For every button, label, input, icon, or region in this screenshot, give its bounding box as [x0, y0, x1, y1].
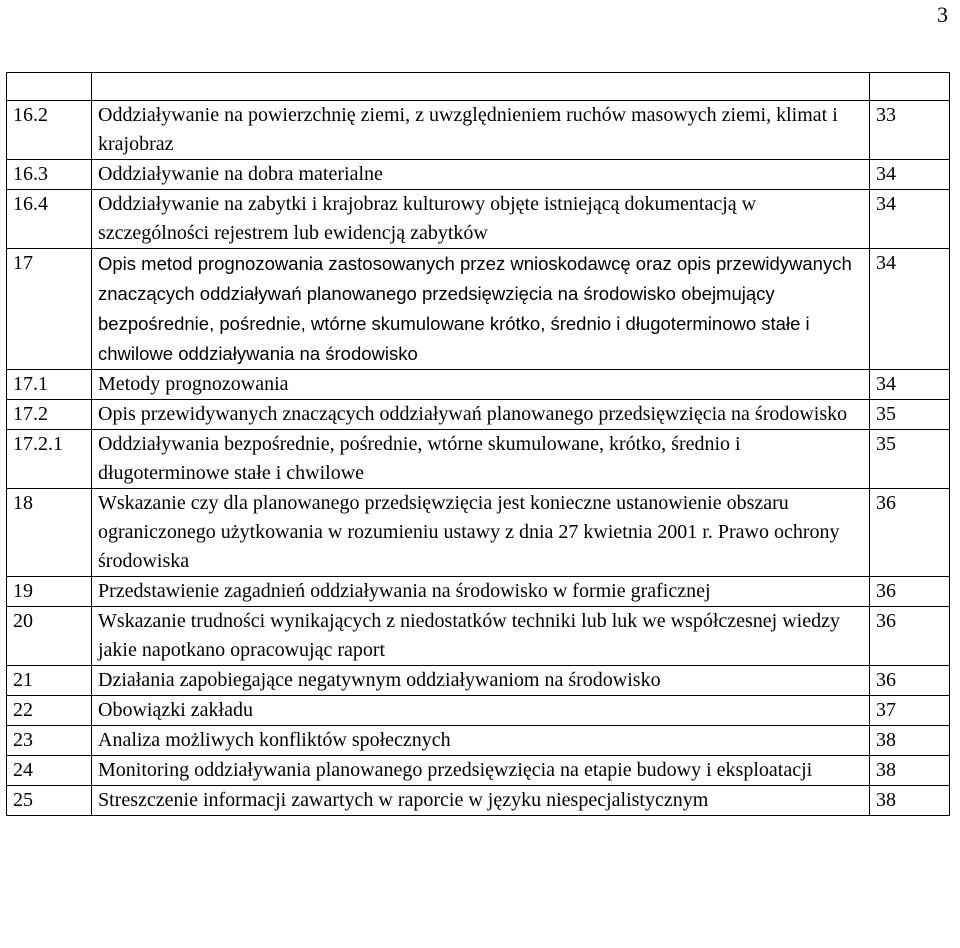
toc-row	[7, 577, 950, 607]
toc-section-title: Oddziaływanie na powierzchnię ziemi, z uwzględnieniem ruchów masowych ziemi, klimat i krajobraz	[92, 101, 870, 160]
toc-section-number	[7, 73, 92, 101]
toc-section-number: 16.3	[7, 160, 92, 190]
toc-section-title: Wskazanie czy dla planowanego przedsięwzięcia jest konieczne ustanowienie obszaru ograniczonego użytkowania w rozumieniu ustawy z dnia 27 kwietnia 2001 r. Prawo ochrony środowiska	[92, 489, 870, 577]
toc-page-number: 38	[870, 786, 950, 816]
toc-page-number: 34	[870, 190, 950, 249]
toc-section-number: 16.2	[7, 101, 92, 160]
toc-section-number: 17.2.1	[7, 430, 92, 489]
toc-section-title: Oddziaływania bezpośrednie, pośrednie, wtórne skumulowane, krótko, średnio i długoterminowe stałe i chwilowe	[92, 430, 870, 489]
toc-section-title: Wskazanie trudności wynikających z niedostatków techniki lub luk we współczesnej wiedzy jakie napotkano opracowując raport	[92, 607, 870, 666]
toc-page-number: 34	[870, 370, 950, 400]
toc-section-number: 20	[7, 607, 92, 666]
toc-section-title: Metody prognozowania	[92, 370, 870, 400]
toc-section-number: 22	[7, 696, 92, 726]
toc-row	[7, 786, 950, 816]
toc-section-title: Obowiązki zakładu	[92, 696, 870, 726]
page-number: 3	[937, 2, 948, 27]
toc-row	[7, 190, 950, 249]
toc-page-number: 35	[870, 400, 950, 430]
toc-section-number: 17	[7, 249, 92, 370]
toc-page-number: 38	[870, 756, 950, 786]
toc-section-title	[92, 73, 870, 101]
toc-page-number: 36	[870, 577, 950, 607]
toc-section-number: 24	[7, 756, 92, 786]
toc-page-number	[870, 73, 950, 101]
toc-section-title: Działania zapobiegające negatywnym oddziaływaniom na środowisko	[92, 666, 870, 696]
toc-section-title: Streszczenie informacji zawartych w raporcie w języku niespecjalistycznym	[92, 786, 870, 816]
toc-page-number: 34	[870, 249, 950, 370]
toc-page-number: 38	[870, 726, 950, 756]
toc-row	[7, 430, 950, 489]
toc-page-number: 33	[870, 101, 950, 160]
table-of-contents	[6, 72, 950, 816]
toc-row	[7, 489, 950, 577]
toc-section-number: 19	[7, 577, 92, 607]
toc-section-number: 21	[7, 666, 92, 696]
toc-page-number: 35	[870, 430, 950, 489]
toc-section-number: 17.2	[7, 400, 92, 430]
toc-row	[7, 370, 950, 400]
toc-section-title: Oddziaływanie na zabytki i krajobraz kulturowy objęte istniejącą dokumentacją w szczególności rejestrem lub ewidencją zabytków	[92, 190, 870, 249]
toc-row	[7, 696, 950, 726]
toc-page-number: 36	[870, 607, 950, 666]
toc-row	[7, 666, 950, 696]
toc-section-number: 18	[7, 489, 92, 577]
toc-row	[7, 607, 950, 666]
toc-section-number: 17.1	[7, 370, 92, 400]
toc-section-number: 16.4	[7, 190, 92, 249]
toc-row	[7, 160, 950, 190]
toc-row	[7, 726, 950, 756]
toc-page-number: 34	[870, 160, 950, 190]
toc-section-title: Przedstawienie zagadnień oddziaływania na środowisko w formie graficznej	[92, 577, 870, 607]
toc-row	[7, 101, 950, 160]
toc-section-title: Monitoring oddziaływania planowanego przedsięwzięcia na etapie budowy i eksploatacji	[92, 756, 870, 786]
toc-section-title	[92, 249, 870, 370]
toc-row	[7, 756, 950, 786]
toc-section-title-text: Opis metod prognozowania zastosowanych przez wnioskodawcę oraz opis przewidywanych znaczących oddziaływań planowanego przedsięwzięcia na środowisko obejmujący bezpośrednie, pośrednie, wtórne skumulowane krótko, średnio i długoterminowo stałe i chwilowe oddziaływania na środowisko	[98, 253, 852, 364]
toc-section-title: Analiza możliwych konfliktów społecznych	[92, 726, 870, 756]
toc-page-number: 36	[870, 489, 950, 577]
toc-section-title: Oddziaływanie na dobra materialne	[92, 160, 870, 190]
toc-page-number: 37	[870, 696, 950, 726]
toc-page-number: 36	[870, 666, 950, 696]
toc-row	[7, 400, 950, 430]
toc-section-title: Opis przewidywanych znaczących oddziaływań planowanego przedsięwzięcia na środowisko	[92, 400, 870, 430]
toc-row	[7, 249, 950, 370]
toc-row-blank	[7, 73, 950, 101]
toc-section-number: 23	[7, 726, 92, 756]
toc-section-number: 25	[7, 786, 92, 816]
